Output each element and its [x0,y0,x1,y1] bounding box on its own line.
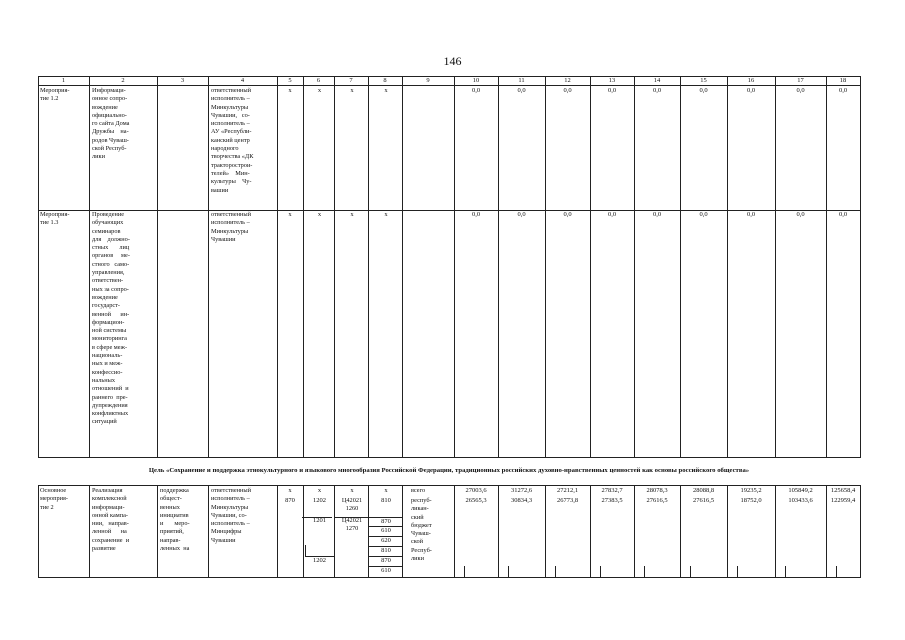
row-main-2-total-value-col14: 28078,3 [646,487,668,494]
row-main-2-col5-a: x [288,487,292,494]
row-main-2-col6-b: 1202 [313,497,326,504]
goal-heading: Цель «Сохранение и поддержка этнокультурного и языкового многообразия Российской Федерации, традиционных российских духовно-нравственных ценностей как основы российского общества» [148,467,750,474]
row-1-2-value-col16: 0,0 [746,87,756,94]
row-main-2-republic-value-col16: 18752,0 [740,497,762,504]
row-main-2-target: поддержка общест- венных инициатив и меро- приятий, направ- ленных на [160,487,190,553]
row-main-2-republic-value-col17: 103433,6 [788,497,813,504]
row-1-2-name: Информаци- онное сопро- вождение официально- го сайта Дома Дружбы на- родов Чуваш- ской Респуб- лики [92,87,130,161]
column-header-3: 3 [180,77,185,84]
row-main-2-republic-value-col12: 26773,8 [556,497,579,504]
row-1-2-col7: x [350,87,354,94]
row-main-2-col7-a: x [350,487,354,494]
row-1-3-id: Мероприя- тие 1.3 [40,211,70,227]
row-main-2-republic-value-col13: 27383,5 [601,497,623,504]
column-header-6: 6 [316,77,321,84]
row-main-2-col9-total-label: всего [411,487,426,494]
row-main-2-col8-f: 810 [381,547,391,554]
row-1-2-value-col13: 0,0 [607,87,617,94]
column-header-4: 4 [240,77,245,84]
row-1-3-value-col11: 0,0 [517,211,526,218]
row-main-2-col6-d: 1202 [313,557,326,564]
column-header-10: 10 [472,77,480,84]
row-main-2-republic-value-col18: 122959,4 [830,497,856,504]
row-main-2-col8-a: x [384,487,388,494]
row-1-3-value-col15: 0,0 [699,211,708,218]
row-main-2-col8-g: 870 [381,557,391,564]
row-main-2-total-value-col15: 28088,8 [692,487,715,494]
row-main-2-total-value-col13: 27832,7 [601,487,623,494]
column-header-11: 11 [518,77,525,84]
row-main-2-col5-b: 870 [285,497,295,504]
column-header-9: 9 [426,77,430,84]
row-main-2-col7-b: Ц42021 1260 [341,497,363,513]
row-main-2-col8-h: 610 [381,567,391,574]
row-main-2-total-value-col12: 27212,1 [556,487,579,494]
row-main-2-col8-c: 870 [381,518,391,525]
row-1-2-value-col12: 0,0 [563,87,572,94]
row-main-2-republic-value-col10: 26565,3 [465,497,487,504]
row-1-3-value-col13: 0,0 [607,211,617,218]
row-1-3-col5: x [288,211,292,218]
column-header-14: 14 [653,77,661,84]
column-header-7: 7 [349,77,353,84]
row-main-2-total-value-col18: 125658,4 [830,487,856,494]
row-1-3-executor: ответственный исполнитель – Минкультуры Чувашии [211,211,251,243]
page-number: 146 [443,54,462,68]
column-header-18: 18 [839,77,847,84]
column-header-8: 8 [383,77,387,84]
row-1-3-name: Проведение обучающих семинаров для должно- стных лиц органов ме- стного само- управления, ответствен- ных за сопро- вождение государст- венной ин- формацион- ной системы мониторинга в сфере меж- националь- ных и меж- конфессио- нальных отношений и раннего пре- дупреждения конфликтных ситуаций [92,211,130,426]
row-1-2-value-col17: 0,0 [796,87,805,94]
row-1-2-value-col10: 0,0 [471,87,481,94]
row-1-2-col8: x [384,87,388,94]
row-1-3-value-col14: 0,0 [652,211,662,218]
row-1-3-value-col17: 0,0 [796,211,805,218]
row-1-2-id: Мероприя- тие 1.2 [40,87,70,103]
row-1-2-executor: ответственный исполнитель – Минкультуры Чувашии, со- исполнитель – АУ «Республи- канский центр народного творчества «ДК тракторострои- телей» Мин- культуры Чу- вашии [211,87,254,194]
column-header-15: 15 [700,77,707,84]
row-main-2-name: Реализация комплексной информаци- онной кампа- нии, направ- ленной на сохранение и развитие [92,487,130,553]
row-1-2-value-col11: 0,0 [517,87,526,94]
row-1-3-col7: x [350,211,354,218]
row-1-2-value-col18: 0,0 [838,87,848,94]
column-header-13: 13 [608,77,616,84]
row-main-2-col8-e: 620 [381,537,391,544]
column-header-2: 2 [121,77,125,84]
column-header-12: 12 [564,77,571,84]
row-main-2-executor: ответственный исполнитель – Минкультуры Чувашии, со- исполнитель – Минцифры Чувашии [211,487,251,544]
row-1-2-col5: x [288,87,292,94]
column-header-1: 1 [61,77,66,84]
row-main-2-total-value-col10: 27003,6 [465,487,487,494]
row-1-3-value-col18: 0,0 [838,211,848,218]
row-main-2-col9-source: респуб- ликан- ский бюджет Чуваш- ской Респуб- лики [411,497,432,563]
row-main-2-total-value-col11: 31272,6 [510,487,533,494]
row-1-3-value-col12: 0,0 [563,211,572,218]
column-header-5: 5 [288,77,292,84]
row-main-2-total-value-col17: 105849,2 [788,487,813,494]
row-main-2-col7-c: Ц42021 1270 [341,517,363,533]
row-1-2-value-col15: 0,0 [699,87,708,94]
row-main-2-republic-value-col15: 27616,5 [692,497,715,504]
row-main-2-col8-d: 610 [381,527,391,534]
column-header-16: 16 [747,77,755,84]
row-main-2-col8-b: 810 [381,497,391,504]
row-main-2-republic-value-col14: 27616,5 [646,497,668,504]
row-1-3-col6: x [317,211,322,218]
row-main-2-total-value-col16: 19235,2 [740,487,762,494]
row-main-2-id: Основное мероприя- тие 2 [40,487,68,511]
row-1-3-value-col16: 0,0 [746,211,756,218]
column-header-17: 17 [797,77,804,84]
row-main-2-republic-value-col11: 30834,3 [510,497,533,504]
row-1-3-value-col10: 0,0 [471,211,481,218]
row-1-2-col6: x [317,87,322,94]
row-1-2-value-col14: 0,0 [652,87,662,94]
row-main-2-col6-a: x [317,487,322,494]
row-main-2-col6-c: 1201 [313,517,326,524]
row-1-3-col8: x [384,211,388,218]
